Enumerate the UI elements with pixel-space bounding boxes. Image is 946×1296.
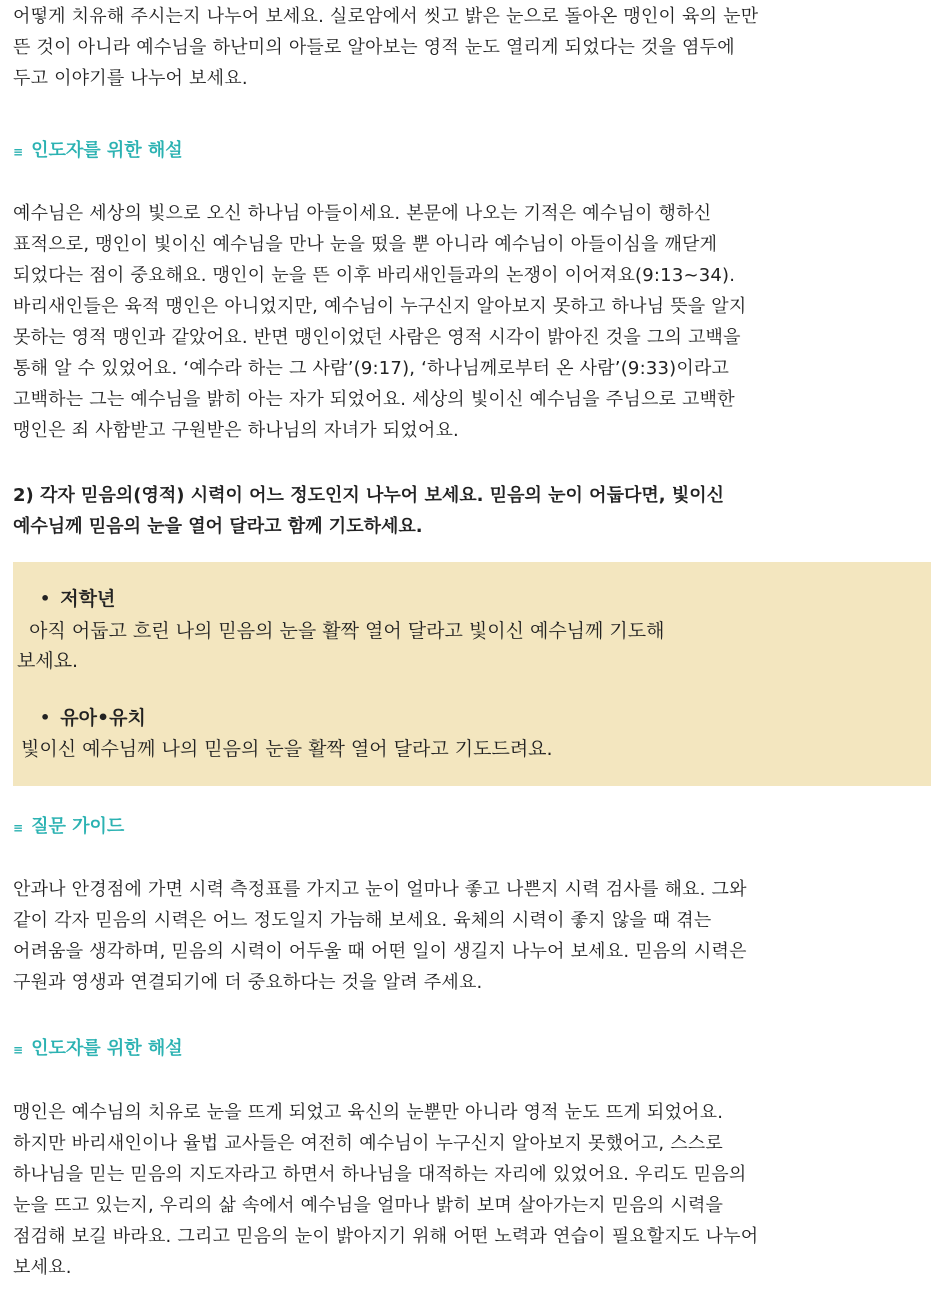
- text-line: 아직 어둡고 흐린 나의 믿음의 눈을 활짝 열어 달라고 빛이신 예수님께 기도해: [17, 620, 665, 642]
- text-line: 통해 알 수 있었어요. ‘예수라 하는 그 사람’(9:17), ‘하나님께로부터 온 사람’(9:33)이라고: [13, 358, 730, 379]
- text-line: 안과나 안경점에 가면 시력 측정표를 가지고 눈이 얼마나 좋고 나쁜지 시력 검사를 해요. 그와: [13, 879, 747, 900]
- text-line: 고백하는 그는 예수님을 밝히 아는 자가 되었어요. 세상의 빛이신 예수님을 주님으로 고백한: [13, 389, 735, 410]
- text-line: 표적으로, 맹인이 빛이신 예수님을 만나 눈을 떴을 뿐 아니라 예수님이 아들이심을 깨닫게: [13, 234, 718, 255]
- group-title-label: 유아•유치: [60, 707, 146, 729]
- group-body-lower-grades: [17, 616, 665, 676]
- commentary-2-paragraph: [13, 1097, 933, 1283]
- text-line: 구원과 영생과 연결되기에 더 중요하다는 것을 알려 주세요.: [13, 972, 483, 993]
- group-title-lower-grades: [40, 586, 115, 612]
- bullet-icon: •: [40, 708, 51, 727]
- text-line: 맹인은 예수님의 치유로 눈을 뜨게 되었고 육신의 눈뿐만 아니라 영적 눈도 뜨게 되었어요.: [13, 1102, 724, 1123]
- section-heading-question-guide: [13, 815, 124, 839]
- text-line: 뜬 것이 아니라 예수님을 하난미의 아들로 알아보는 영적 눈도 열리게 되었다는 것을 염두에: [13, 37, 735, 58]
- section-heading-commentary-2: [13, 1037, 183, 1061]
- text-line: 어떻게 치유해 주시는지 나누어 보세요. 실로암에서 씻고 밝은 눈으로 돌아온 맹인이 육의 눈만: [13, 6, 759, 27]
- section-heading-label: 질문 가이드: [31, 816, 125, 837]
- section-heading-label: 인도자를 위한 해설: [31, 140, 183, 161]
- question-guide-paragraph: [13, 874, 933, 998]
- section-heading-commentary: [13, 139, 183, 163]
- text-line: 바리새인들은 육적 맹인은 아니었지만, 예수님이 누구신지 알아보지 못하고 하나님 뜻을 알지: [13, 296, 747, 317]
- text-line: 예수님은 세상의 빛으로 오신 하나님 아들이세요. 본문에 나오는 기적은 예수님이 행하신: [13, 203, 712, 224]
- age-group-callout: [13, 562, 931, 786]
- section-heading-label: 인도자를 위한 해설: [31, 1038, 183, 1059]
- question-line: 예수님께 믿음의 눈을 열어 달라고 함께 기도하세요.: [13, 516, 423, 537]
- text-line: 못하는 영적 맹인과 같았어요. 반면 맹인이었던 사람은 영적 시각이 밝아진 것을 그의 고백을: [13, 327, 741, 348]
- list-marker-icon: ≡: [13, 1043, 24, 1057]
- group-title-label: 저학년: [60, 588, 116, 610]
- text-line: 보세요.: [17, 650, 79, 672]
- bullet-icon: •: [40, 589, 51, 608]
- discussion-question: [13, 480, 933, 542]
- group-title-preschool: [40, 705, 146, 731]
- text-line: 빛이신 예수님께 나의 믿음의 눈을 활짝 열어 달라고 기도드려요.: [21, 738, 553, 760]
- text-line: 되었다는 점이 중요해요. 맹인이 눈을 뜬 이후 바리새인들과의 논쟁이 이어져요(9:13~34).: [13, 265, 736, 286]
- question-line: 2) 각자 믿음의(영적) 시력이 어느 정도인지 나누어 보세요. 믿음의 눈이 어둡다면, 빛이신: [13, 485, 725, 506]
- text-line: 점검해 보길 바라요. 그리고 믿음의 눈이 밝아지기 위해 어떤 노력과 연습이 필요할지도 나누어: [13, 1226, 759, 1247]
- text-line: 하나님을 믿는 믿음의 지도자라고 하면서 하나님을 대적하는 자리에 있었어요. 우리도 믿음의: [13, 1164, 747, 1185]
- commentary-paragraph: [13, 198, 933, 446]
- list-marker-icon: ≡: [13, 145, 24, 159]
- text-line: 눈을 뜨고 있는지, 우리의 삶 속에서 예수님을 얼마나 밝히 보며 살아가는지 믿음의 시력을: [13, 1195, 724, 1216]
- text-line: 보세요.: [13, 1257, 72, 1278]
- text-line: 같이 각자 믿음의 시력은 어느 정도일지 가늠해 보세요. 육체의 시력이 좋지 않을 때 겪는: [13, 910, 712, 931]
- text-line: 어려움을 생각하며, 믿음의 시력이 어두울 때 어떤 일이 생길지 나누어 보세요. 믿음의 시력은: [13, 941, 747, 962]
- text-line: 맹인은 죄 사함받고 구원받은 하나님의 자녀가 되었어요.: [13, 420, 459, 441]
- text-line: 두고 이야기를 나누어 보세요.: [13, 68, 248, 89]
- text-line: 하지만 바리새인이나 율법 교사들은 여전히 예수님이 누구신지 알아보지 못했어고, 스스로: [13, 1133, 723, 1154]
- list-marker-icon: ≡: [13, 821, 24, 835]
- intro-paragraph: [13, 1, 933, 94]
- group-body-preschool: [21, 734, 553, 764]
